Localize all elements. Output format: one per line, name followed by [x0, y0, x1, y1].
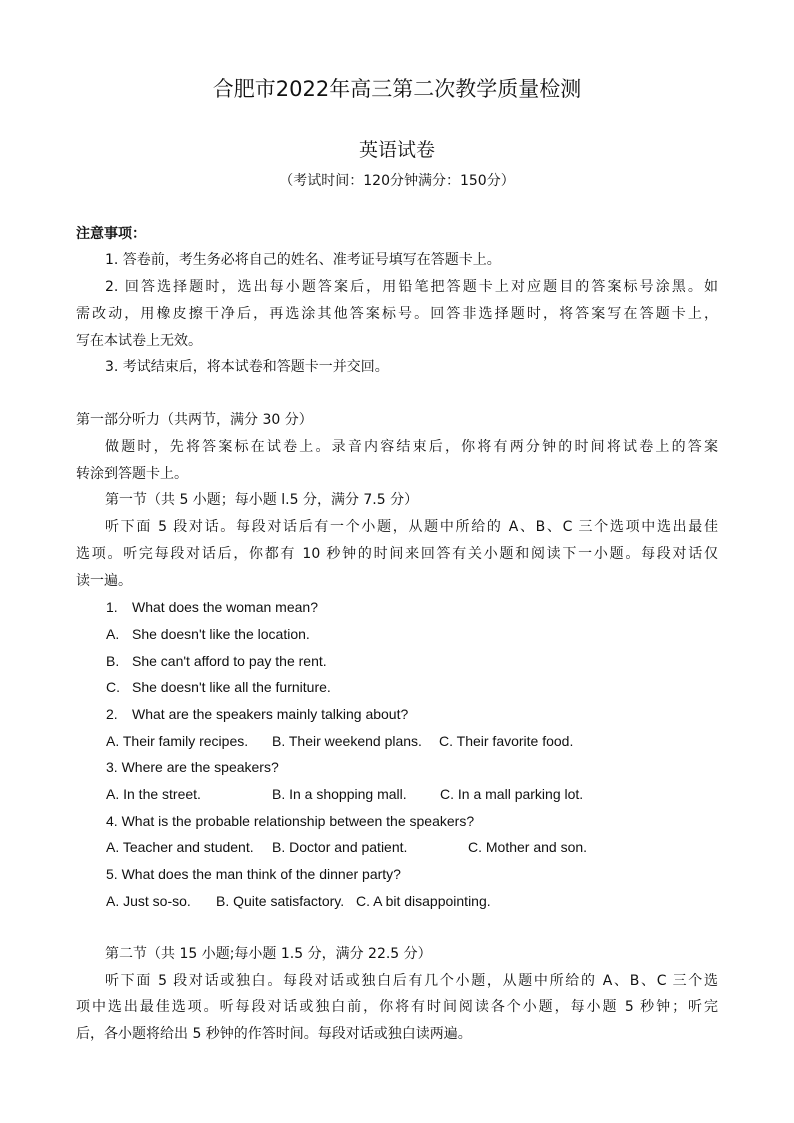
option-text: She doesn't like all the furniture.	[132, 679, 331, 695]
section1-intro-line-3: 读一遍。	[76, 573, 132, 589]
option-letter: B.	[106, 653, 120, 669]
option-text: She can't afford to pay the rent.	[132, 653, 327, 669]
question-1-option-a	[106, 624, 310, 644]
notice-item-3: 3. 考试结束后，将本试卷和答题卡一并交回。	[105, 359, 389, 375]
page-title: 合肥市2022年高三第二次教学质量检测	[212, 77, 582, 101]
part1-intro-line-2: 转涂到答题卡上。	[76, 466, 188, 482]
section2-intro-line-3: 后，各小题将给出 5 秒钟的作答时间。每段对话或独白读两遍。	[76, 1026, 472, 1042]
question-2-text: What are the speakers mainly talking about?	[132, 706, 409, 722]
question-5: 5. What does the man think of the dinner party?	[106, 866, 401, 882]
option-letter: C.	[106, 679, 120, 695]
notice-item-2-line-1: 2. 回答选择题时，选出每小题答案后，用铅笔把答题卡上对应题目的答案标号涂黑。如	[105, 279, 718, 295]
option-text: She doesn't like the location.	[132, 626, 310, 642]
question-1-option-b	[106, 651, 327, 671]
notice-item-2-line-3: 写在本试卷上无效。	[76, 333, 202, 349]
question-3-option-a: A. In the street.	[106, 786, 201, 802]
part1-heading: 第一部分听力（共两节，满分 30 分）	[76, 412, 313, 428]
question-4-option-b: B. Doctor and patient.	[272, 839, 408, 855]
part1-intro-line-1: 做题时，先将答案标在试卷上。录音内容结束后，你将有两分钟的时间将试卷上的答案	[105, 439, 718, 455]
section2-intro-line-2: 项中选出最佳选项。听每段对话或独白前，你将有时间阅读各个小题，每小题 5 秒钟；听完	[76, 999, 718, 1015]
question-2	[106, 704, 409, 724]
question-1-option-c	[106, 677, 331, 697]
question-1-text: What does the woman mean?	[132, 599, 318, 615]
question-2-option-c: C. Their favorite food.	[439, 733, 574, 749]
question-2-option-b: B. Their weekend plans.	[272, 733, 422, 749]
question-1	[106, 597, 318, 617]
notice-item-2-line-2: 需改动，用橡皮擦干净后，再选涂其他答案标号。回答非选择题时，将答案写在答题卡上，	[76, 306, 718, 322]
question-4: 4. What is the probable relationship between the speakers?	[106, 813, 475, 829]
question-2-option-a: A. Their family recipes.	[106, 733, 249, 749]
section2-heading: 第二节（共 15 小题;每小题 1.5 分，满分 22.5 分）	[105, 946, 432, 962]
section2-intro-line-1: 听下面 5 段对话或独白。每段对话或独白后有几个小题，从题中所给的 A、B、C 三个选	[105, 973, 718, 989]
question-3-option-b: B. In a shopping mall.	[272, 786, 407, 802]
option-letter: A.	[106, 626, 120, 642]
section1-intro-line-2: 选项。听完每段对话后，你都有 10 秒钟的时间来回答有关小题和阅读下一小题。每段对话仅	[76, 546, 718, 562]
exam-info: （考试时间：120分钟满分：150分）	[279, 173, 515, 189]
section1-intro-line-1: 听下面 5 段对话。每段对话后有一个小题，从题中所给的 A、B、C 三个选项中选出最佳	[105, 519, 718, 535]
page-subtitle: 英语试卷	[358, 139, 435, 161]
question-1-number: 1.	[106, 599, 118, 615]
question-5-option-c: C. A bit disappointing.	[356, 893, 491, 909]
question-5-option-a: A. Just so-so.	[106, 893, 191, 909]
notice-item-1: 1. 答卷前，考生务必将自己的姓名、准考证号填写在答题卡上。	[105, 252, 501, 268]
question-3: 3. Where are the speakers?	[106, 759, 279, 775]
section1-heading: 第一节（共 5 小题；每小题 l.5 分，满分 7.5 分）	[105, 492, 419, 508]
question-4-option-a: A. Teacher and student.	[106, 839, 254, 855]
notice-heading: 注意事项：	[76, 226, 146, 242]
question-5-option-b: B. Quite satisfactory.	[216, 893, 345, 909]
question-4-option-c: C. Mother and son.	[468, 839, 588, 855]
question-2-number: 2.	[106, 706, 118, 722]
question-3-option-c: C. In a mall parking lot.	[440, 786, 584, 802]
